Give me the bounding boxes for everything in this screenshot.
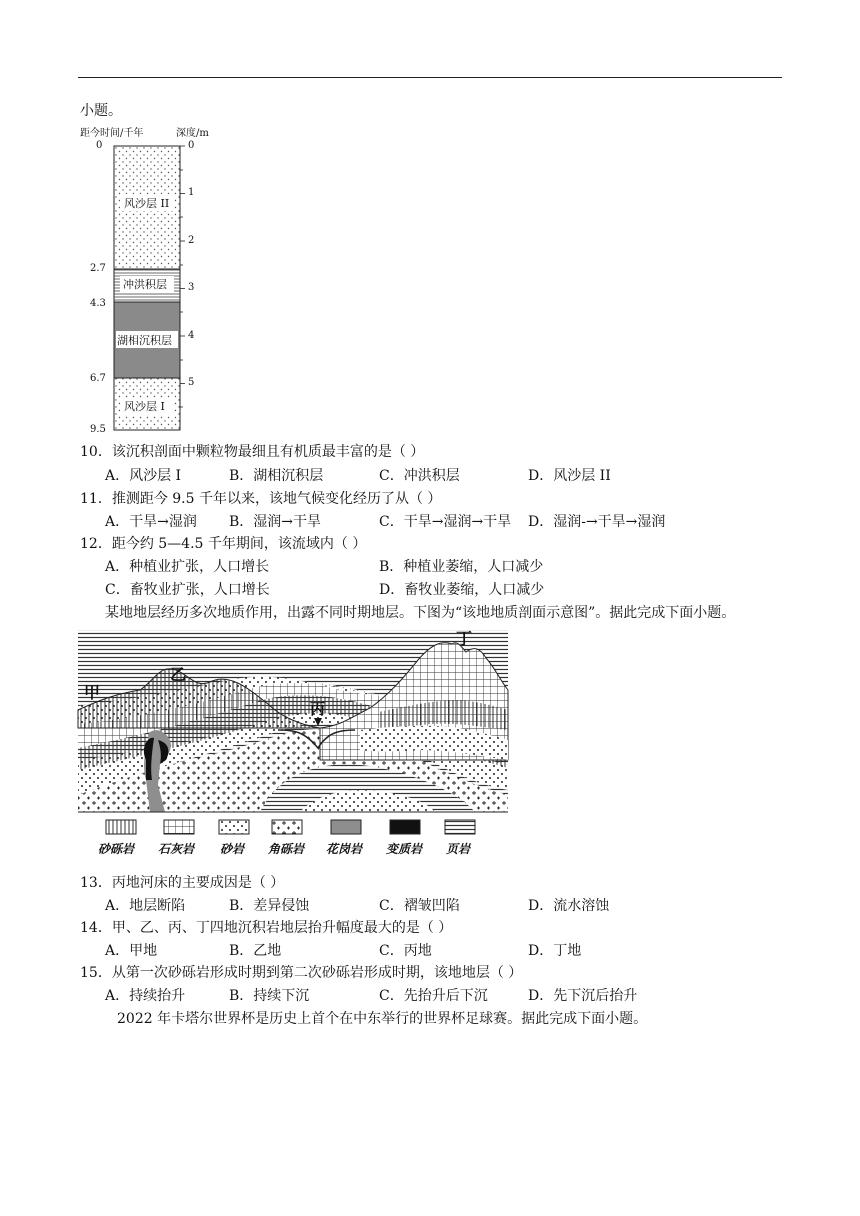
q11-stem: 11．推测距今 9.5 千年以来，该地气候变化经历了从（ ） [80,491,442,507]
depth-tick: 1 [188,187,195,198]
depth-tick: 5 [188,377,195,388]
place-label-bing: 丙 [310,700,326,718]
legend-label: 砂砾岩 [98,842,135,856]
depth-tick: 0 [188,140,195,151]
q15-option-d: D．先下沉后抬升 [528,988,638,1004]
q13-stem: 13．丙地河床的主要成因是（ ） [80,875,285,891]
layer-label: 湖相沉积层 [117,334,172,347]
q10-option-d: D．风沙层 II [528,468,611,484]
legend-label: 花岗岩 [326,842,363,856]
q15-stem: 15．从第一次砂砾岩形成时期到第二次砂砾岩形成时期，该地地层（ ） [80,965,523,981]
legend-label: 砂岩 [220,842,245,856]
q11-option-a: A．干旱→湿润 [105,514,197,530]
q13-option-d: D．流水溶蚀 [528,898,610,914]
q14-option-c: C．丙地 [379,943,432,959]
q12-option-a: A．种植业扩张，人口增长 [105,559,270,575]
q14-stem: 14．甲、乙、丙、丁四地沉积岩地层抬升幅度最大的是（ ） [80,920,453,936]
q14-option-b: B．乙地 [229,943,282,959]
intro-worldcup: 2022 年卡塔尔世界杯是历史上首个在中东举行的世界杯足球赛。据此完成下面小题。 [117,1011,648,1027]
depth-tick: 4 [188,330,195,341]
layer-label: 冲洪积层 [123,278,167,291]
place-label-jia: 甲 [84,683,101,702]
q10-option-b: B．湖相沉积层 [229,468,324,484]
q15-option-a: A．持续抬升 [105,988,186,1004]
time-tick: 0 [96,140,103,151]
q13-option-c: C．褶皱凹陷 [379,898,460,914]
time-tick: 4.3 [90,298,106,309]
intro-tail: 小题。 [80,103,122,119]
q11-option-c: C．干旱→湿润→干旱 [379,514,512,530]
legend-label: 变质岩 [386,842,423,856]
place-label-ding: 丁 [456,629,473,648]
q13-option-a: A．地层断陷 [105,898,186,914]
layer-label: 风沙层 I [124,400,165,413]
q15-option-b: B．持续下沉 [229,988,310,1004]
legend [106,820,475,834]
depth-tick: 3 [188,282,195,293]
q12-option-d: D．畜牧业萎缩，人口减少 [379,582,545,598]
q12-option-b: B．种植业萎缩，人口减少 [379,559,544,575]
q10-stem: 10．该沉积剖面中颗粒物最细且有机质最丰富的是（ ） [80,444,425,460]
time-axis-title: 距今时间/千年 [80,128,144,139]
time-tick: 2.7 [90,263,106,274]
legend-label: 角砾岩 [268,842,305,856]
q12-option-c: C．畜牧业扩张，人口增长 [105,582,270,598]
q12-stem: 12．距今约 5—4.5 千年期间，该流域内（ ） [80,536,367,552]
legend-label: 石灰岩 [158,842,195,856]
q14-option-a: A．甲地 [105,943,158,959]
layer-label: 风沙层 II [124,197,170,210]
q13-option-b: B．差异侵蚀 [229,898,310,914]
q15-option-c: C．先抬升后下沉 [379,988,488,1004]
time-tick: 6.7 [90,373,106,384]
q10-option-c: C．冲洪积层 [379,468,460,484]
intro-geology: 某地地层经历多次地质作用，出露不同时期地层。下图为“该地地质剖面示意图”。据此完成下面小题。 [105,605,736,621]
depth-tick: 2 [188,235,195,246]
q11-option-b: B．湿润→干旱 [229,514,322,530]
time-tick: 9.5 [90,424,106,435]
depth-axis-title: 深度/m [176,128,209,139]
q11-option-d: D．湿润-→干旱→湿润 [528,514,666,530]
place-label-yi: 乙 [170,665,187,684]
q10-option-a: A．风沙层 I [105,468,182,484]
legend-label: 页岩 [446,842,471,856]
q14-option-d: D．丁地 [528,943,582,959]
